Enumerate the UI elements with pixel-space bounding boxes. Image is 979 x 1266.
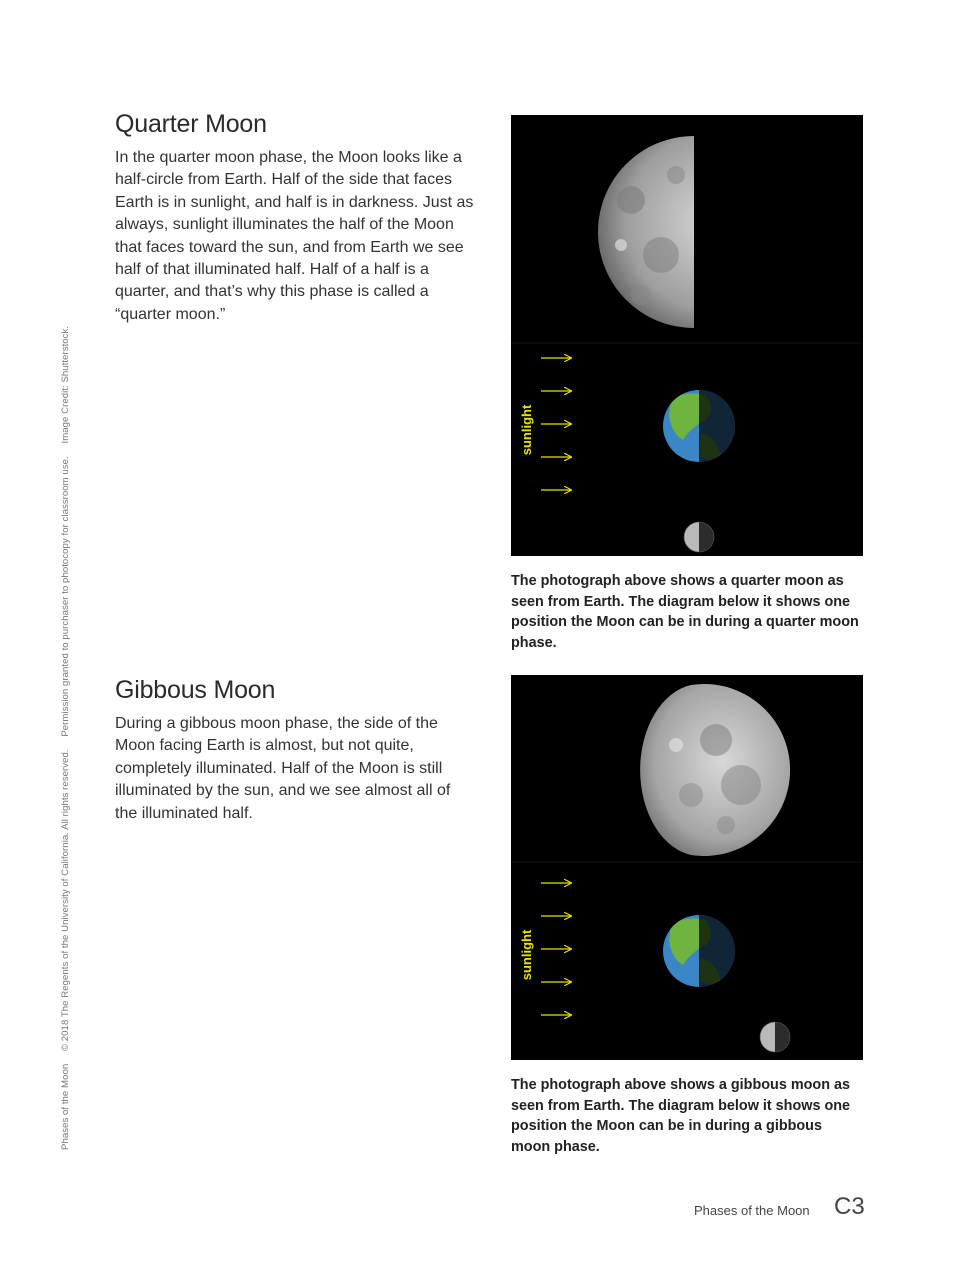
credit-copyright: © 2018 The Regents of the University of California. All rights reserved. — [60, 749, 71, 1052]
gibbous-figure — [511, 675, 863, 1060]
quarter-caption: The photograph above shows a quarter moon as seen from Earth. The diagram below it shows one position the Moon can be in during a quarter moon phase. — [511, 573, 859, 651]
credit-permission: Permission granted to purchaser to photocopy for classroom use. — [60, 456, 71, 737]
side-credit — [60, 310, 71, 1150]
credit-image: Image Credit: Shutterstock. — [60, 325, 71, 444]
quarter-figure-svg — [511, 115, 863, 556]
page-number: C3 — [834, 1193, 865, 1220]
quarter-sunlight-label: sunlight — [519, 404, 534, 456]
gibbous-sunlight-label: sunlight — [519, 929, 534, 981]
quarter-figure — [511, 115, 863, 556]
gibbous-figure-svg — [511, 675, 863, 1060]
gibbous-body: During a gibbous moon phase, the side of the Moon facing Earth is almost, but not quite, completely illuminated. Half of the Moon is still illuminated by the sun, and we see almost all of the illuminated half. — [115, 715, 451, 822]
gibbous-caption: The photograph above shows a gibbous moon as seen from Earth. The diagram below it shows one position the Moon can be in during a gibbous moon phase. — [511, 1077, 851, 1155]
gibbous-title: Gibbous Moon — [115, 676, 276, 704]
quarter-title: Quarter Moon — [115, 110, 267, 138]
quarter-body: In the quarter moon phase, the Moon looks like a half-circle from Earth. Half of the side that faces Earth is in sunlight, and half is in darkness. Just as always, sunlight illuminates the half of the Moon that faces toward the sun, and from Earth we see half of that illuminated half. Half of a half is a quarter, and that’s why this phase is called a “quarter moon.” — [115, 149, 474, 323]
footer-title: Phases of the Moon — [694, 1203, 810, 1218]
credit-unit: Phases of the Moon — [60, 1063, 71, 1150]
